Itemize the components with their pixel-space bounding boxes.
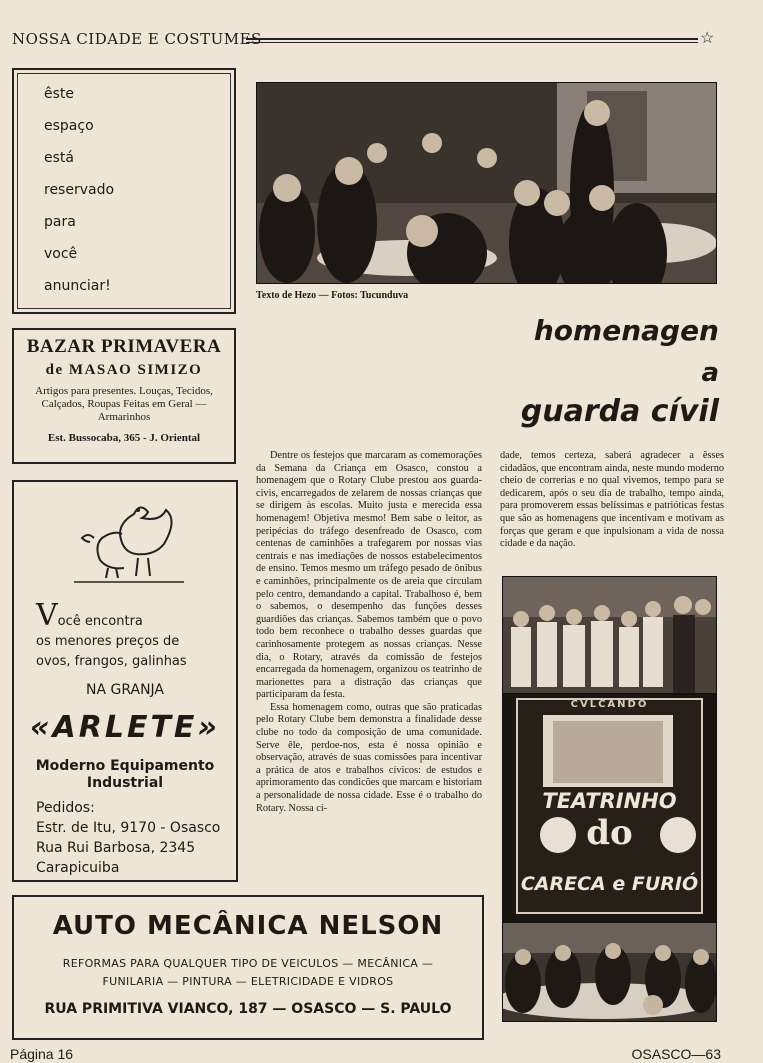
bazar-primavera-ad	[12, 328, 236, 464]
headline-line2: a	[701, 358, 719, 388]
article-column-1	[256, 450, 482, 815]
auto-services-line1: REFORMAS PARA QUALQUER TIPO DE VEICULOS — MECÂNICA —	[62, 957, 434, 970]
granja-initial-v: V	[36, 598, 58, 633]
granja-address3: Carapicuiba	[36, 860, 120, 876]
section-title: NOSSA CIDADE E COSTUMES	[12, 30, 262, 48]
granja-line1: ocê encontra	[57, 614, 143, 629]
auto-name: AUTO MECÂNICA NELSON	[52, 911, 444, 941]
granja-equip-line2: Industrial	[86, 775, 164, 791]
granja-equipment	[14, 758, 236, 792]
theater-sign-photo	[502, 694, 717, 922]
dinner-photo	[502, 922, 717, 1022]
article-paragraph: dade, temos certeza, saberá agradecer a êsses cidadãos, que encontram ainda, neste mundo moderno cheio de correrias e no qual vivemos, tempo para se dedicarem, após o seu dia de trabalho, tempo ainda, para promoverem essas belíssimas e patrióticas festas que são as homenagens que incentivam e motivam as forças que geram e que inpulsionam a vida de nossa cidade e da nação.	[500, 450, 724, 550]
granja-arlete-ad	[12, 480, 238, 882]
granja-intro	[36, 598, 187, 672]
page-number-right: OSASCO—63	[631, 1046, 721, 1062]
banquet-photo	[256, 82, 717, 284]
sign-top-text: CVLCANDO	[570, 699, 649, 710]
dinner-photo-image	[503, 923, 716, 1021]
ad-space-line: está	[44, 150, 74, 166]
headline-line1: homenagen	[533, 314, 719, 347]
ad-space-line: espaço	[44, 118, 94, 134]
ad-space-line: reservado	[44, 182, 115, 198]
chickens-illustration-icon	[64, 494, 194, 589]
sign-line1: TEATRINHO	[542, 789, 677, 813]
headline-line3: guarda cívil	[520, 394, 719, 429]
header-rule	[246, 38, 698, 40]
bazar-owner: de MASAO SIMIZO	[45, 362, 203, 378]
header-rule-thin	[246, 42, 698, 43]
ad-space-text	[44, 78, 114, 302]
bazar-description: Artigos para presentes. Louças, Tecidos, Calçados, Roupas Feitas em Geral — Armarinhos	[35, 385, 213, 423]
article-paragraph: Dentre os festejos que marcaram as comemorações da Semana da Criança em Osasco, constou a homenagem que o Rotary Clube prestou aos guarda-civis, encarregados de zelarem de nossas crianças que se dirigem às escolas. Muito justa e merecida essa homenagem! Objetiva mesmo! Bem sabe o leitor, as peripécias do tráfego desenfreado de Osasco, com centenas de caminhões a trafegarem por nossas vias centrais e nas imediações de nossos estabelecimentos de ensino. Temos mesmo um tráfego pesado de ônibus e caminhões, principalmente os de areia que circulam pelo centro, demandando a capital. Trabalhoso é, bem o sabemos, o desempenho das funções desses guardiões das crianças. Sabemos também que o povo todo bem reconhece o trabalho desses guardas que carinhosamente protegem as nossas crianças. Nesse dia, o Rotary, através da comissão de festejos encarregada da homenagem, organizou os teatrinho de marionettes para a distração das crianças que participaram da festa.	[256, 450, 482, 701]
banquet-photo-image	[257, 83, 716, 283]
granja-name: «ARLETE»	[30, 710, 220, 745]
auto-address: RUA PRIMITIVA VIANCO, 187 — OSASCO — S. PAULO	[44, 1001, 452, 1017]
granja-label: NA GRANJA	[85, 682, 165, 698]
ad-space-line: êste	[44, 86, 75, 102]
sign-line2: do	[586, 813, 633, 853]
granja-pedidos: Pedidos:	[36, 800, 95, 816]
article-column-2	[500, 450, 724, 551]
bazar-name: BAZAR PRIMAVERA	[26, 336, 222, 357]
children-photo	[502, 576, 717, 694]
bazar-address: Est. Bussocaba, 365 - J. Oriental	[47, 432, 201, 444]
granja-equip-line1: Moderno Equipamento	[35, 758, 215, 774]
granja-address2: Rua Rui Barbosa, 2345	[36, 840, 196, 856]
auto-services	[14, 955, 482, 991]
star-icon: ☆	[700, 28, 715, 47]
ad-space-box	[12, 68, 236, 314]
granja-address1: Estr. de Itu, 9170 - Osasco	[36, 820, 221, 836]
children-photo-image	[503, 577, 716, 693]
ad-space-line: para	[44, 214, 76, 230]
article-paragraph: Essa homenagem como, outras que são praticadas pelo Rotary Clube bem demonstra a finalidade desse clube no todo da composição de uma comunidade. Serve êle, perdoe-nos, esta é nossa opinião e observação, através de suas comissões para incentivar a prática de atos e trabalhos cívicos: de estudos e aprimoramento das condicões que marcam e historiam a personalidade de nossa cidade. Esse é o trabalho do Rotary. Nossa ci-	[256, 701, 482, 814]
sign-line3: CARECA e FURIÓ	[520, 873, 699, 895]
ad-space-line: anunciar!	[44, 278, 111, 294]
granja-line2: os menores preços de	[36, 634, 180, 649]
auto-mecanica-ad	[12, 895, 484, 1040]
page-number-left: Página 16	[10, 1046, 74, 1062]
auto-services-line2: FUNILARIA — PINTURA — ELETRICIDADE E VIDROS	[102, 975, 394, 988]
granja-line3: ovos, frangos, galinhas	[36, 654, 187, 669]
photo-caption: Texto de Hezo — Fotos: Tucunduva	[256, 290, 409, 301]
ad-space-line: você	[44, 246, 78, 262]
granja-orders	[36, 798, 220, 878]
